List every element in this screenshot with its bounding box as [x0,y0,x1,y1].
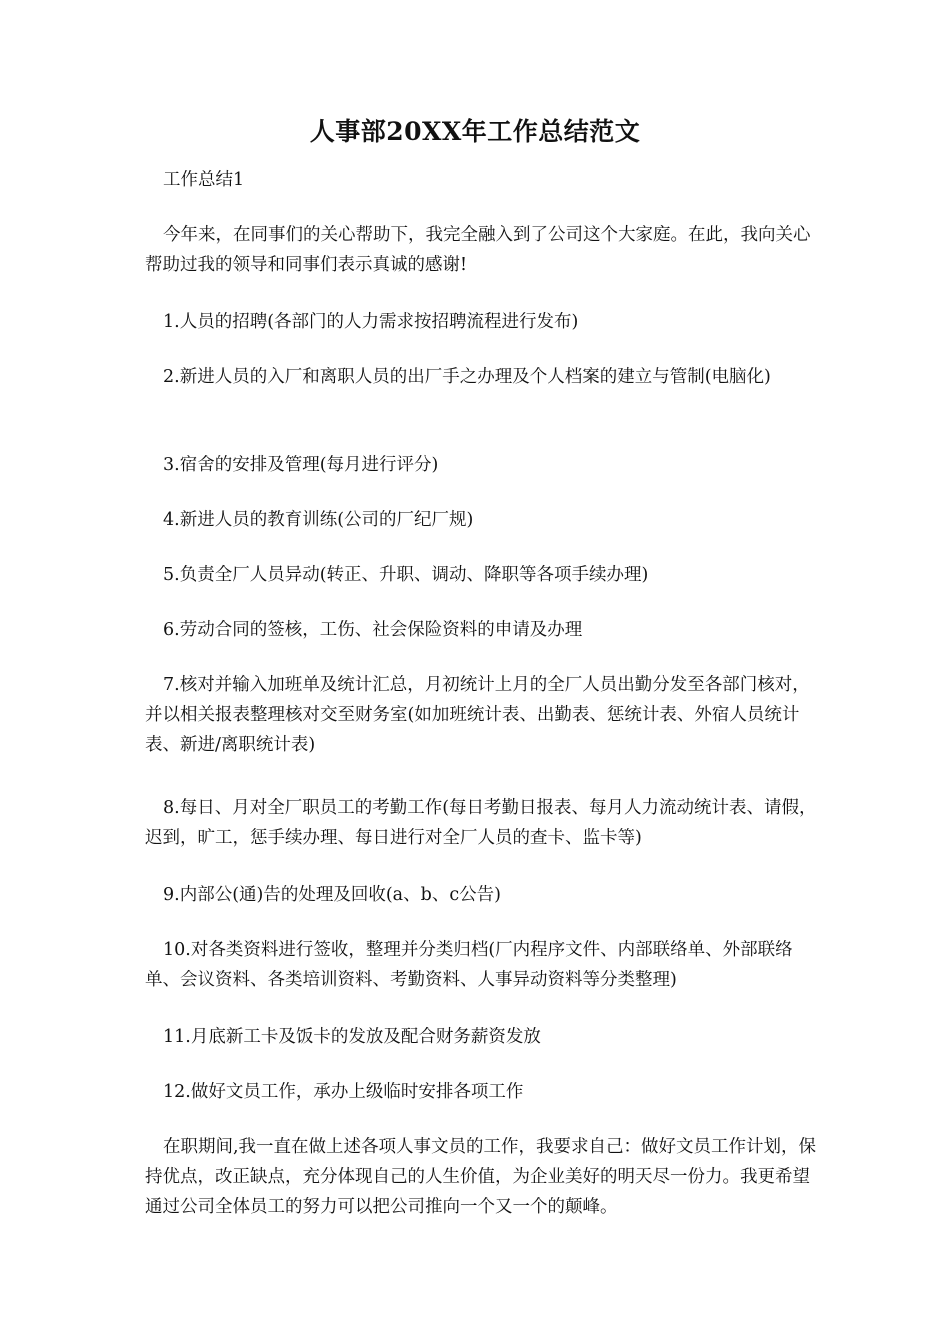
intro-paragraph: 今年来，在同事们的关心帮助下，我完全融入到了公司这个大家庭。在此，我向关心帮助过我的领导和同事们表示真诚的感谢! [145,225,811,275]
list-item-4: 4.新进人员的教育训练(公司的厂纪厂规) [163,510,474,530]
list-item-2: 2.新进人员的入厂和离职人员的出厂手之办理及个人档案的建立与管制(电脑化) [163,367,771,387]
list-item-11: 11.月底新工卡及饭卡的发放及配合财务薪资发放 [163,1027,541,1047]
list-item-3: 3.宿舍的安排及管理(每月进行评分) [163,455,439,475]
document-title: 人事部20XX年工作总结范文 [309,117,641,146]
list-item-1: 1.人员的招聘(各部门的人力需求按招聘流程进行发布) [163,312,579,332]
list-item-12: 12.做好文员工作，承办上级临时安排各项工作 [163,1082,524,1102]
list-item-8: 8.每日、月对全厂职员工的考勤工作(每日考勤日报表、每月人力流动统计表、请假，迟到，旷工，惩手续办理、每日进行对全厂人员的查卡、监卡等) [145,798,817,848]
list-item-7: 7.核对并输入加班单及统计汇总，月初统计上月的全厂人员出勤分发至各部门核对，并以相关报表整理核对交至财务室(如加班统计表、出勤表、惩统计表、外宿人员统计表、新进/离职统计表) [145,675,810,755]
list-item-10: 10.对各类资料进行签收，整理并分类归档(厂内程序文件、内部联络单、外部联络单、会议资料、各类培训资料、考勤资料、人事异动资料等分类整理) [145,940,793,990]
list-item-9: 9.内部公(通)告的处理及回收(a、b、c公告) [163,885,501,905]
list-item-5: 5.负责全厂人员异动(转正、升职、调动、降职等各项手续办理) [163,565,649,585]
list-item-6: 6.劳动合同的签核，工伤、社会保险资料的申请及办理 [163,620,583,640]
section-heading: 工作总结1 [163,170,245,190]
closing-paragraph: 在职期间,我一直在做上述各项人事文员的工作，我要求自己：做好文员工作计划，保持优点，改正缺点，充分体现自己的人生价值，为企业美好的明天尽一份力。我更希望通过公司全体员工的努力可以把公司推向一个又一个的颠峰。 [145,1137,817,1217]
